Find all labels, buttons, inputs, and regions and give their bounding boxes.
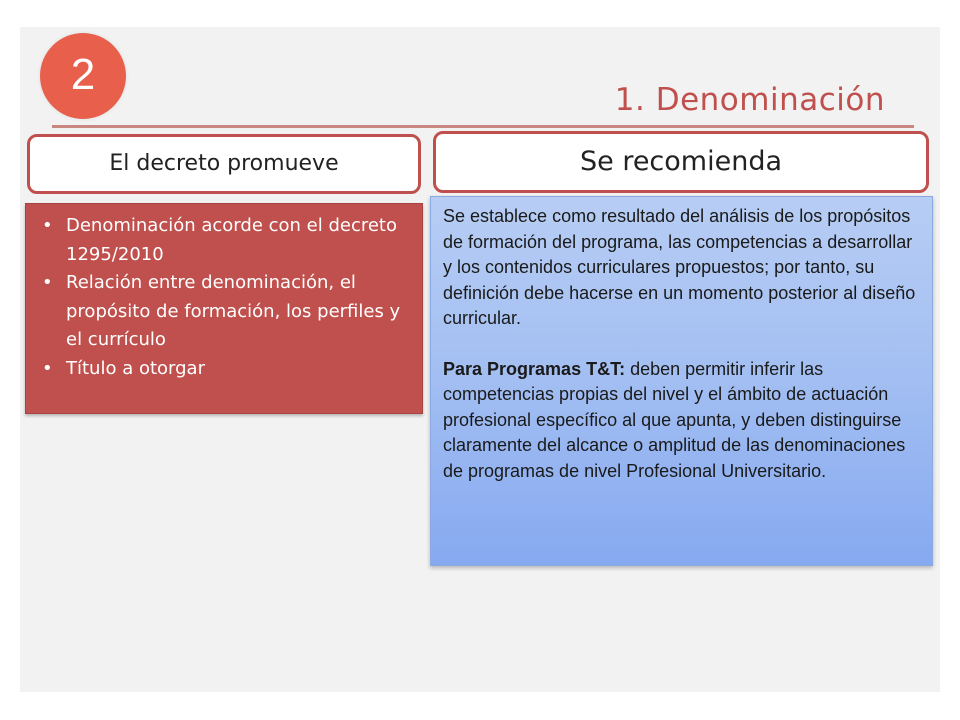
list-item: • Denominación acorde con el decreto 1295/2010 [40, 212, 406, 269]
list-item: • Relación entre denominación, el propósito de formación, los perfiles y el currículo [40, 269, 406, 355]
slide-number-badge: 2 [40, 33, 126, 119]
recommendation-box [430, 196, 933, 566]
decree-bullet-list [40, 212, 406, 383]
tt-programs-label: Para Programas T&T: [443, 358, 626, 379]
slide-title: 1. Denominación [614, 82, 885, 118]
tt-programs-text: deben permitir inferir las competencias propias del nivel y el ámbito de actuación profesional específico al que apunta, y deben distinguirse claramente del alcance o amplitud de las denominaciones de programas de nivel Profesional Universitario. [443, 358, 906, 481]
paragraph-spacer [443, 332, 922, 357]
list-item: • Título a otorgar [40, 355, 406, 384]
right-panel-header: Se recomienda [433, 131, 929, 193]
tt-programs-paragraph [443, 357, 922, 485]
left-panel-header: El decreto promueve [27, 134, 421, 194]
recommendation-paragraph: Se establece como resultado del análisis de los propósitos de formación del programa, las competencias a desarrollar y los contenidos curriculares propuestos; por tanto, su definición debe hacerse en un momento posterior al diseño curricular. [443, 206, 916, 328]
decree-list-box [25, 203, 423, 414]
title-divider [52, 125, 914, 128]
